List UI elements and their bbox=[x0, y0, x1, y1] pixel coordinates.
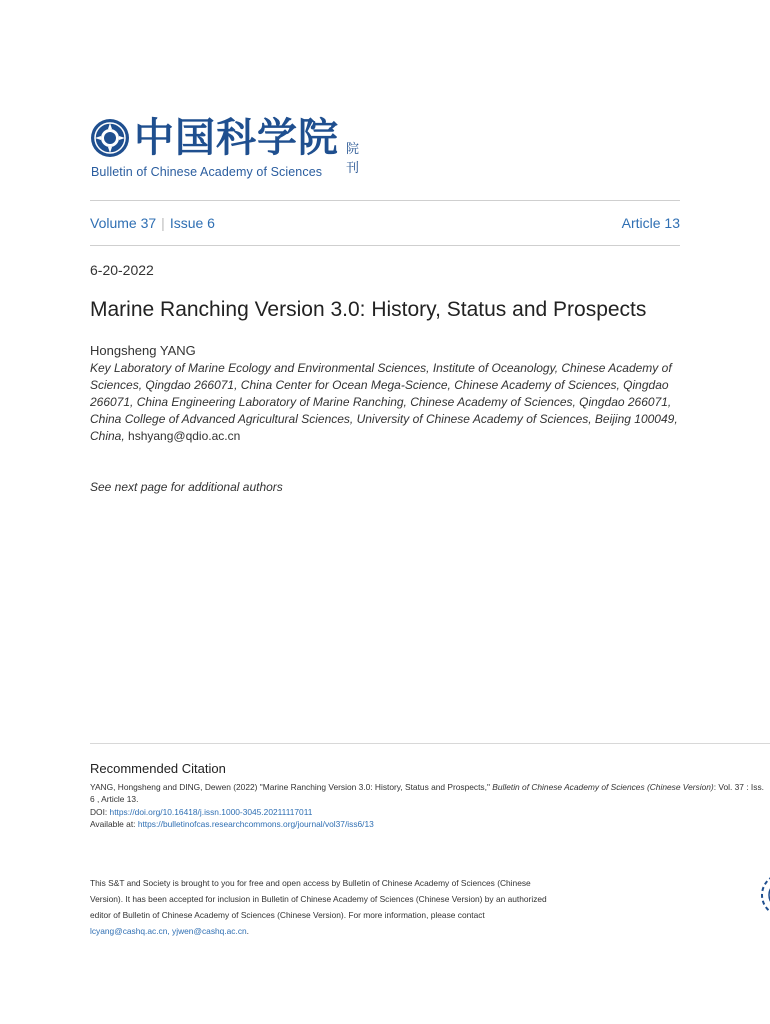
volume-issue bbox=[90, 215, 215, 231]
open-access-statement bbox=[90, 875, 560, 939]
additional-authors-note: See next page for additional authors bbox=[90, 480, 283, 494]
cas-emblem-icon bbox=[90, 118, 130, 158]
journal-logo bbox=[90, 113, 339, 163]
citation-volume: : Vol. 37 : Iss. 6 , Article 13. bbox=[90, 782, 764, 805]
contact-email-links[interactable]: lcyang@cashq.ac.cn, yjwen@cashq.ac.cn bbox=[90, 926, 247, 936]
citation-heading: Recommended Citation bbox=[90, 761, 226, 776]
volume-link[interactable]: Volume 37 bbox=[90, 215, 157, 231]
partial-emblem-icon bbox=[760, 872, 770, 918]
affiliation-text: Key Laboratory of Marine Ecology and Environmental Sciences, Institute of Oceanology, Chinese Academy of Sciences, Qingdao 266071, China Center for Ocean Mega-Science, Chinese Academy of Sciences, Qingdao 266071, China Engineering Laboratory of Marine Ranching, Chinese Academy of Sciences, Qingdao 266071, China College of Advanced Agricultural Sciences, University of Chinese Academy of Sciences, Beijing 100049, China, bbox=[90, 361, 678, 443]
access-end: . bbox=[246, 926, 249, 936]
publication-date: 6-20-2022 bbox=[90, 262, 154, 278]
separator: | bbox=[161, 215, 165, 231]
citation-journal: Bulletin of Chinese Academy of Sciences (Chinese Version) bbox=[492, 782, 714, 792]
doi-link[interactable]: https://doi.org/10.16418/j.issn.1000-3045.20211117011 bbox=[109, 806, 313, 817]
doi-label: DOI: bbox=[90, 806, 108, 817]
available-label: Available at: bbox=[90, 818, 136, 829]
access-text: This S&T and Society is brought to you for free and open access by Bulletin of Chinese Academy of Sciences (Chinese Version). It has been accepted for inclusion in Bulletin of Chinese Academy of Sciences (Chinese Version) by an authorized editor of Bulletin of Chinese Academy of Sciences (Chinese Version). For more information, please contact bbox=[90, 878, 547, 920]
top-divider bbox=[90, 200, 680, 201]
author-name: Hongsheng YANG bbox=[90, 343, 196, 358]
journal-cjk-side: 院刊 bbox=[346, 142, 360, 176]
available-link[interactable]: https://bulletinofcas.researchcommons.org/journal/vol37/iss6/13 bbox=[137, 818, 374, 829]
author-email[interactable]: hshyang@qdio.ac.cn bbox=[128, 429, 241, 443]
issue-link[interactable]: Issue 6 bbox=[169, 215, 215, 231]
citation-text: YANG, Hongsheng and DING, Dewen (2022) "Marine Ranching Version 3.0: History, Status and Prospects," bbox=[90, 782, 490, 792]
citation-block bbox=[90, 781, 770, 830]
journal-cjk-title: 中国科学院 bbox=[134, 114, 339, 161]
author-affiliation bbox=[90, 360, 690, 445]
meta-divider bbox=[90, 245, 680, 246]
citation-divider bbox=[90, 743, 770, 744]
article-number-link[interactable]: Article 13 bbox=[621, 215, 680, 231]
journal-english-name: Bulletin of Chinese Academy of Sciences bbox=[91, 165, 323, 179]
article-title: Marine Ranching Version 3.0: History, Status and Prospects bbox=[90, 298, 647, 321]
